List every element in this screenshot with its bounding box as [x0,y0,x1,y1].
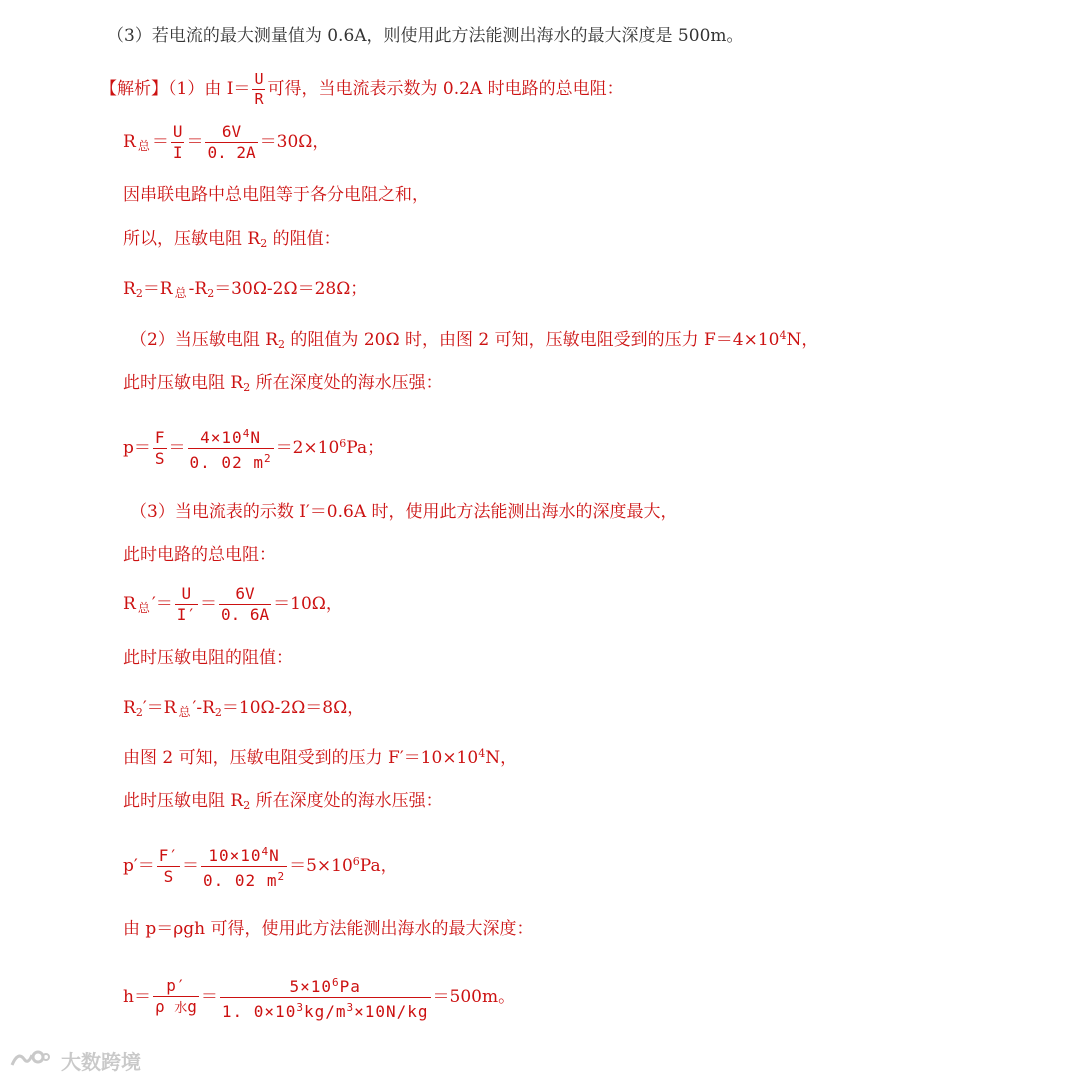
fraction-f-over-s: $\frac{F}{S}$ [154,428,165,468]
fraction-u-over-i-prime: $\frac{U}{I'}$ [176,584,196,624]
watermark-logo-icon [10,1050,57,1074]
analysis-line-1 [100,70,624,109]
fraction-6v-over-06a: $\frac{6V}{0. 6A}$ [220,584,270,624]
fraction-f-prime-over-s: $\frac{F'}{S}$ [158,846,179,886]
text-force-prime: 由图 2 可知，压敏电阻受到的压力 $F'=10\times 10^4N$， [123,747,518,768]
text-pressure-2: 此时压敏电阻 $R_2$ 所在深度处的海水压强： [123,791,443,812]
watermark-text: 大数跨境 [60,1050,141,1074]
text-series-circuit: 因串联电路中总电阻等于各分电阻之和， [123,185,429,205]
fraction-depth: $\frac{5\times 10^6Pa}{1. 0\times 10^3kg/m^3\times 10N/kg}$ [220,973,431,1022]
equation-p: p＝ $\frac{F}{S}$ ＝ $\frac{4\times 10^4N}{0. 02 m^2}$ $=2\times 10^6Pa$； [123,424,384,473]
question-3: （3）若电流的最大测量值为 0.6A，则使用此方法能测出海水的最大深度是 500m。 [107,26,744,46]
text-r-value: 此时压敏电阻的阻值： [123,648,293,668]
fraction-u-over-r: $\frac{U}{R}$ [254,70,264,108]
text: （1）由 I＝ [168,79,251,99]
equation-r-total: R 总 ＝ $\frac{U}{I}$ ＝ $\frac{6V}{0. 2A}$ ＝30Ω， [123,122,330,162]
text-total-resistance: 此时电路的总电阻： [123,545,276,565]
text-part-2: （2）当压敏电阻 $R_2$ 的阻值为 20Ω 时，由图 2 可知，压敏电阻受到的压力 $F=4\times 10^4N$， [130,329,819,351]
fraction-u-over-i: $\frac{U}{I}$ [172,122,183,162]
equation-r2-28: $R_2=R$ 总 $-R_2=30\Omega-2\Omega=28\Omega$； [123,279,368,300]
text-r2-value: 所以，压敏电阻 $R_2$ 的阻值： [123,229,341,250]
fraction-force-over-area: $\frac{4\times 10^4N}{0. 02 m^2}$ [188,424,274,473]
equation-r2-8: $R_2'=R$ 总 $'-R_2=10\Omega-2\Omega=8\Omega$， [123,698,365,719]
watermark [10,1046,141,1075]
fraction-6v-over-02a: $\frac{6V}{0. 2A}$ [207,122,256,162]
equation-p-prime: p′＝ $\frac{F'}{S}$ ＝ $\frac{10\times 10^4N}{0. 02 m^2}$ $=5\times 10^6Pa$， [123,842,398,891]
fraction-force-prime-over-area: $\frac{10\times 10^4N}{0. 02 m^2}$ [201,842,287,891]
text-max-depth: 由 p＝ρgh 可得，使用此方法能测出海水的最大深度： [123,919,534,939]
equation-h: h＝ $\frac{p'}{\text{ρ 水g}}$ ＝ $\frac{5\times 10^6Pa}{1. 0\times 10^3kg/m^3\times 10N/kg}$ ＝500m。 [123,973,515,1022]
text: 可得，当电流表示数为 0.2A 时电路的总电阻： [267,79,624,99]
equation-r-total-prime: R 总 ′＝ $\frac{U}{I'}$ ＝ $\frac{6V}{0. 6A}$ ＝10Ω， [123,584,343,624]
fraction-p-over-rho-g: $\frac{p'}{\text{ρ 水g}}$ [154,976,197,1016]
text-pressure-1: 此时压敏电阻 $R_2$ 所在深度处的海水压强： [123,373,443,394]
analysis-tag: 【解析】 [100,79,168,99]
text-part-3: （3）当电流表的示数 I′＝0.6A 时，使用此方法能测出海水的深度最大， [130,502,678,522]
